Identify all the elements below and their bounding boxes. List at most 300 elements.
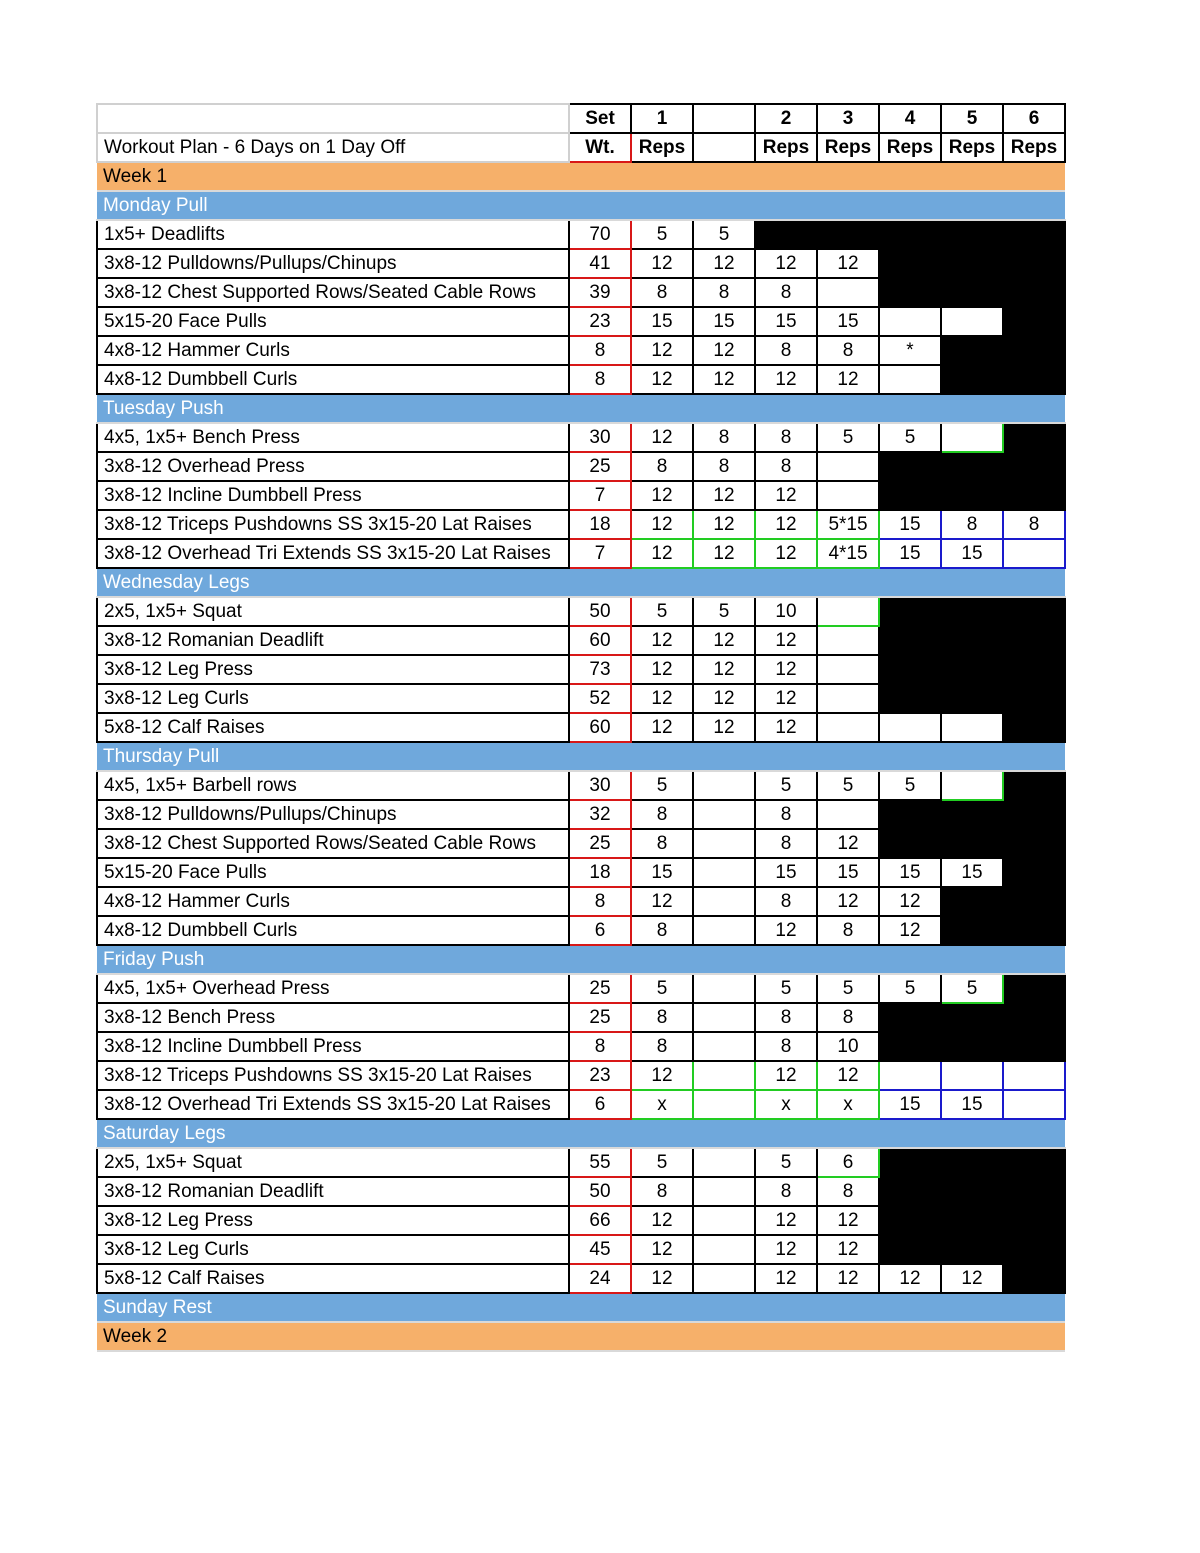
weight-cell[interactable]: 30 bbox=[569, 771, 631, 800]
weight-cell[interactable]: 18 bbox=[569, 510, 631, 539]
reps-cell[interactable]: 10 bbox=[817, 1032, 879, 1061]
reps-cell[interactable]: 15 bbox=[817, 307, 879, 336]
weight-cell[interactable]: 8 bbox=[569, 365, 631, 394]
reps-cell[interactable]: 12 bbox=[817, 829, 879, 858]
reps-cell[interactable]: 15 bbox=[631, 858, 693, 887]
reps-cell[interactable]: * bbox=[879, 336, 941, 365]
blocked-cell[interactable] bbox=[941, 365, 1003, 394]
reps-cell[interactable]: 15 bbox=[941, 539, 1003, 568]
reps-cell[interactable]: 12 bbox=[817, 249, 879, 278]
blocked-cell[interactable] bbox=[1003, 1003, 1065, 1032]
reps-column-header[interactable]: Reps bbox=[1003, 133, 1065, 162]
blocked-cell[interactable] bbox=[941, 655, 1003, 684]
reps-cell[interactable]: 12 bbox=[693, 249, 755, 278]
reps-cell[interactable] bbox=[693, 1061, 755, 1090]
reps-cell[interactable] bbox=[1003, 1061, 1065, 1090]
reps-cell[interactable]: 15 bbox=[879, 539, 941, 568]
reps-cell[interactable]: 8 bbox=[631, 278, 693, 307]
reps-cell[interactable]: 8 bbox=[631, 916, 693, 945]
reps-cell[interactable]: 12 bbox=[755, 249, 817, 278]
reps-cell[interactable]: 12 bbox=[631, 539, 693, 568]
reps-cell[interactable]: 12 bbox=[755, 626, 817, 655]
reps-cell[interactable]: 8 bbox=[631, 1177, 693, 1206]
blocked-cell[interactable] bbox=[879, 829, 941, 858]
reps-cell[interactable] bbox=[817, 713, 879, 742]
reps-cell[interactable]: 8 bbox=[755, 829, 817, 858]
weight-cell[interactable]: 50 bbox=[569, 597, 631, 626]
reps-cell[interactable]: 12 bbox=[693, 626, 755, 655]
weight-cell[interactable]: 7 bbox=[569, 539, 631, 568]
set-column-header[interactable]: 6 bbox=[1003, 104, 1065, 133]
blocked-cell[interactable] bbox=[1003, 597, 1065, 626]
reps-cell[interactable] bbox=[693, 1148, 755, 1177]
reps-cell[interactable] bbox=[879, 365, 941, 394]
blocked-cell[interactable] bbox=[879, 1032, 941, 1061]
exercise-name-cell[interactable]: 4x5, 1x5+ Barbell rows bbox=[97, 771, 569, 800]
reps-cell[interactable]: 12 bbox=[631, 336, 693, 365]
exercise-name-cell[interactable]: 3x8-12 Leg Press bbox=[97, 1206, 569, 1235]
reps-cell[interactable]: 12 bbox=[755, 684, 817, 713]
reps-cell[interactable] bbox=[941, 307, 1003, 336]
exercise-name-cell[interactable]: 3x8-12 Overhead Tri Extends SS 3x15-20 Lat Raises bbox=[97, 539, 569, 568]
reps-column-header[interactable]: Reps bbox=[817, 133, 879, 162]
reps-cell[interactable]: 8 bbox=[631, 1032, 693, 1061]
weight-cell[interactable]: 18 bbox=[569, 858, 631, 887]
weight-cell[interactable]: 30 bbox=[569, 423, 631, 452]
reps-cell[interactable] bbox=[693, 800, 755, 829]
reps-cell[interactable]: 5 bbox=[755, 1148, 817, 1177]
exercise-name-cell[interactable]: 3x8-12 Pulldowns/Pullups/Chinups bbox=[97, 249, 569, 278]
reps-cell[interactable]: 8 bbox=[755, 278, 817, 307]
weight-cell[interactable]: 23 bbox=[569, 1061, 631, 1090]
reps-cell[interactable] bbox=[693, 829, 755, 858]
blocked-cell[interactable] bbox=[1003, 423, 1065, 452]
reps-column-header[interactable]: Reps bbox=[631, 133, 693, 162]
weight-cell[interactable]: 25 bbox=[569, 974, 631, 1003]
set-column-header[interactable]: 2 bbox=[755, 104, 817, 133]
weight-cell[interactable]: 60 bbox=[569, 626, 631, 655]
blocked-cell[interactable] bbox=[817, 220, 879, 249]
set-column-header[interactable]: 3 bbox=[817, 104, 879, 133]
blocked-cell[interactable] bbox=[1003, 829, 1065, 858]
sheet-title[interactable]: Workout Plan - 6 Days on 1 Day Off bbox=[97, 133, 569, 162]
reps-cell[interactable]: 8 bbox=[755, 800, 817, 829]
reps-cell[interactable]: 5 bbox=[693, 220, 755, 249]
reps-cell[interactable]: 12 bbox=[631, 249, 693, 278]
weight-cell[interactable]: 6 bbox=[569, 916, 631, 945]
reps-cell[interactable]: 8 bbox=[755, 336, 817, 365]
reps-cell[interactable]: 5 bbox=[817, 423, 879, 452]
weight-cell[interactable]: 70 bbox=[569, 220, 631, 249]
exercise-name-cell[interactable]: 3x8-12 Overhead Press bbox=[97, 452, 569, 481]
reps-cell[interactable]: 8 bbox=[631, 800, 693, 829]
reps-cell[interactable]: 5 bbox=[631, 1148, 693, 1177]
week-label[interactable]: Week 2 bbox=[97, 1322, 1065, 1351]
weight-cell[interactable]: 8 bbox=[569, 336, 631, 365]
blocked-cell[interactable] bbox=[879, 278, 941, 307]
blocked-cell[interactable] bbox=[879, 800, 941, 829]
reps-cell[interactable]: 12 bbox=[693, 539, 755, 568]
blocked-cell[interactable] bbox=[1003, 684, 1065, 713]
blocked-cell[interactable] bbox=[941, 1235, 1003, 1264]
blocked-cell[interactable] bbox=[941, 1003, 1003, 1032]
reps-cell[interactable] bbox=[817, 452, 879, 481]
blocked-cell[interactable] bbox=[941, 800, 1003, 829]
blocked-cell[interactable] bbox=[879, 1177, 941, 1206]
exercise-name-cell[interactable]: 4x5, 1x5+ Bench Press bbox=[97, 423, 569, 452]
reps-cell[interactable] bbox=[1003, 1090, 1065, 1119]
reps-cell[interactable] bbox=[879, 1061, 941, 1090]
weight-cell[interactable]: 66 bbox=[569, 1206, 631, 1235]
reps-cell[interactable]: 12 bbox=[631, 713, 693, 742]
exercise-name-cell[interactable]: 3x8-12 Leg Press bbox=[97, 655, 569, 684]
exercise-name-cell[interactable]: 4x8-12 Hammer Curls bbox=[97, 336, 569, 365]
reps-cell[interactable]: 5 bbox=[693, 597, 755, 626]
reps-cell[interactable] bbox=[693, 858, 755, 887]
exercise-name-cell[interactable]: 3x8-12 Triceps Pushdowns SS 3x15-20 Lat Raises bbox=[97, 1061, 569, 1090]
reps-cell[interactable]: 12 bbox=[755, 539, 817, 568]
blocked-cell[interactable] bbox=[941, 481, 1003, 510]
reps-cell[interactable]: 12 bbox=[879, 887, 941, 916]
exercise-name-cell[interactable]: 1x5+ Deadlifts bbox=[97, 220, 569, 249]
reps-cell[interactable]: x bbox=[631, 1090, 693, 1119]
blocked-cell[interactable] bbox=[1003, 365, 1065, 394]
weight-cell[interactable]: 32 bbox=[569, 800, 631, 829]
reps-cell[interactable]: 8 bbox=[693, 278, 755, 307]
reps-cell[interactable]: 12 bbox=[755, 713, 817, 742]
exercise-name-cell[interactable]: 5x15-20 Face Pulls bbox=[97, 858, 569, 887]
reps-cell[interactable]: 5 bbox=[631, 974, 693, 1003]
blocked-cell[interactable] bbox=[1003, 1264, 1065, 1293]
blocked-cell[interactable] bbox=[879, 1003, 941, 1032]
reps-cell[interactable]: 5 bbox=[755, 771, 817, 800]
blocked-cell[interactable] bbox=[941, 829, 1003, 858]
reps-column-header[interactable]: Reps bbox=[879, 133, 941, 162]
reps-cell[interactable]: 15 bbox=[941, 1090, 1003, 1119]
reps-cell[interactable] bbox=[693, 1032, 755, 1061]
exercise-name-cell[interactable]: 5x8-12 Calf Raises bbox=[97, 713, 569, 742]
blocked-cell[interactable] bbox=[1003, 481, 1065, 510]
exercise-name-cell[interactable]: 5x8-12 Calf Raises bbox=[97, 1264, 569, 1293]
reps-cell[interactable]: 12 bbox=[631, 423, 693, 452]
reps-cell[interactable]: 5 bbox=[941, 974, 1003, 1003]
blocked-cell[interactable] bbox=[1003, 1032, 1065, 1061]
reps-cell[interactable]: 15 bbox=[879, 858, 941, 887]
reps-cell[interactable]: 10 bbox=[755, 597, 817, 626]
reps-column-header[interactable]: Reps bbox=[755, 133, 817, 162]
reps-cell[interactable]: 8 bbox=[755, 1003, 817, 1032]
weight-cell[interactable]: 24 bbox=[569, 1264, 631, 1293]
blocked-cell[interactable] bbox=[1003, 800, 1065, 829]
reps-cell[interactable]: 12 bbox=[693, 655, 755, 684]
reps-cell[interactable]: 8 bbox=[631, 1003, 693, 1032]
blocked-cell[interactable] bbox=[879, 249, 941, 278]
reps-cell[interactable]: 12 bbox=[879, 916, 941, 945]
reps-cell[interactable]: 8 bbox=[755, 452, 817, 481]
blocked-cell[interactable] bbox=[1003, 887, 1065, 916]
exercise-name-cell[interactable]: 3x8-12 Leg Curls bbox=[97, 684, 569, 713]
reps-cell[interactable]: 12 bbox=[631, 481, 693, 510]
blocked-cell[interactable] bbox=[1003, 307, 1065, 336]
reps-cell[interactable] bbox=[693, 1090, 755, 1119]
set-column-header[interactable]: 4 bbox=[879, 104, 941, 133]
reps-cell[interactable] bbox=[817, 800, 879, 829]
blocked-cell[interactable] bbox=[941, 452, 1003, 481]
reps-cell[interactable] bbox=[941, 423, 1003, 452]
reps-cell[interactable]: x bbox=[817, 1090, 879, 1119]
set-column-header[interactable] bbox=[693, 104, 755, 133]
reps-cell[interactable]: 12 bbox=[817, 1206, 879, 1235]
reps-cell[interactable]: 12 bbox=[631, 1264, 693, 1293]
exercise-name-cell[interactable]: 5x15-20 Face Pulls bbox=[97, 307, 569, 336]
blocked-cell[interactable] bbox=[879, 684, 941, 713]
reps-cell[interactable]: 12 bbox=[693, 481, 755, 510]
reps-cell[interactable]: 8 bbox=[693, 423, 755, 452]
reps-cell[interactable] bbox=[693, 887, 755, 916]
blocked-cell[interactable] bbox=[879, 655, 941, 684]
day-label[interactable]: Tuesday Push bbox=[97, 394, 1065, 423]
reps-cell[interactable] bbox=[693, 771, 755, 800]
reps-cell[interactable]: 5 bbox=[631, 771, 693, 800]
reps-cell[interactable]: 15 bbox=[879, 510, 941, 539]
exercise-name-cell[interactable]: 3x8-12 Chest Supported Rows/Seated Cable Rows bbox=[97, 278, 569, 307]
blocked-cell[interactable] bbox=[879, 626, 941, 655]
reps-cell[interactable]: 15 bbox=[879, 1090, 941, 1119]
exercise-name-cell[interactable]: 3x8-12 Leg Curls bbox=[97, 1235, 569, 1264]
corner-cell[interactable] bbox=[97, 104, 569, 133]
reps-cell[interactable]: 12 bbox=[755, 510, 817, 539]
reps-column-header[interactable]: Reps bbox=[941, 133, 1003, 162]
reps-cell[interactable] bbox=[693, 916, 755, 945]
set-column-header[interactable]: 5 bbox=[941, 104, 1003, 133]
blocked-cell[interactable] bbox=[941, 220, 1003, 249]
reps-cell[interactable] bbox=[879, 713, 941, 742]
blocked-cell[interactable] bbox=[941, 1032, 1003, 1061]
reps-cell[interactable]: 8 bbox=[941, 510, 1003, 539]
exercise-name-cell[interactable]: 3x8-12 Romanian Deadlift bbox=[97, 1177, 569, 1206]
blocked-cell[interactable] bbox=[941, 1148, 1003, 1177]
reps-cell[interactable]: 12 bbox=[755, 1206, 817, 1235]
reps-cell[interactable]: 8 bbox=[755, 887, 817, 916]
reps-cell[interactable]: 12 bbox=[755, 655, 817, 684]
reps-cell[interactable] bbox=[817, 481, 879, 510]
blocked-cell[interactable] bbox=[755, 220, 817, 249]
exercise-name-cell[interactable]: 3x8-12 Incline Dumbbell Press bbox=[97, 1032, 569, 1061]
exercise-name-cell[interactable]: 2x5, 1x5+ Squat bbox=[97, 597, 569, 626]
blocked-cell[interactable] bbox=[941, 278, 1003, 307]
reps-cell[interactable]: 8 bbox=[693, 452, 755, 481]
day-label[interactable]: Monday Pull bbox=[97, 191, 1065, 220]
reps-cell[interactable]: 4*15 bbox=[817, 539, 879, 568]
reps-cell[interactable] bbox=[693, 1206, 755, 1235]
reps-cell[interactable]: 12 bbox=[817, 365, 879, 394]
reps-cell[interactable] bbox=[693, 1235, 755, 1264]
blocked-cell[interactable] bbox=[1003, 1206, 1065, 1235]
blocked-cell[interactable] bbox=[941, 626, 1003, 655]
reps-cell[interactable]: 8 bbox=[817, 916, 879, 945]
reps-cell[interactable]: 12 bbox=[879, 1264, 941, 1293]
weight-cell[interactable]: 60 bbox=[569, 713, 631, 742]
reps-column-header[interactable] bbox=[693, 133, 755, 162]
blocked-cell[interactable] bbox=[941, 684, 1003, 713]
reps-cell[interactable]: 12 bbox=[693, 684, 755, 713]
reps-cell[interactable] bbox=[879, 307, 941, 336]
reps-cell[interactable]: 5*15 bbox=[817, 510, 879, 539]
weight-cell[interactable]: 8 bbox=[569, 1032, 631, 1061]
reps-cell[interactable] bbox=[693, 974, 755, 1003]
blocked-cell[interactable] bbox=[941, 916, 1003, 945]
blocked-cell[interactable] bbox=[1003, 626, 1065, 655]
reps-cell[interactable]: 15 bbox=[755, 307, 817, 336]
exercise-name-cell[interactable]: 4x8-12 Hammer Curls bbox=[97, 887, 569, 916]
reps-cell[interactable]: 8 bbox=[817, 1177, 879, 1206]
reps-cell[interactable]: 12 bbox=[631, 684, 693, 713]
reps-cell[interactable] bbox=[817, 278, 879, 307]
reps-cell[interactable] bbox=[693, 1177, 755, 1206]
reps-cell[interactable]: 12 bbox=[755, 365, 817, 394]
weight-cell[interactable]: 6 bbox=[569, 1090, 631, 1119]
weight-cell[interactable]: 7 bbox=[569, 481, 631, 510]
blocked-cell[interactable] bbox=[1003, 771, 1065, 800]
reps-cell[interactable] bbox=[941, 771, 1003, 800]
weight-cell[interactable]: 41 bbox=[569, 249, 631, 278]
weight-cell[interactable]: 50 bbox=[569, 1177, 631, 1206]
weight-cell[interactable]: 55 bbox=[569, 1148, 631, 1177]
reps-cell[interactable]: 5 bbox=[631, 597, 693, 626]
exercise-name-cell[interactable]: 3x8-12 Pulldowns/Pullups/Chinups bbox=[97, 800, 569, 829]
blocked-cell[interactable] bbox=[1003, 1148, 1065, 1177]
weight-cell[interactable]: 45 bbox=[569, 1235, 631, 1264]
reps-cell[interactable]: 12 bbox=[817, 1061, 879, 1090]
reps-cell[interactable] bbox=[941, 1061, 1003, 1090]
reps-cell[interactable]: 15 bbox=[631, 307, 693, 336]
blocked-cell[interactable] bbox=[1003, 336, 1065, 365]
reps-cell[interactable] bbox=[817, 626, 879, 655]
weight-cell[interactable]: 23 bbox=[569, 307, 631, 336]
day-label[interactable]: Thursday Pull bbox=[97, 742, 1065, 771]
blocked-cell[interactable] bbox=[879, 1206, 941, 1235]
blocked-cell[interactable] bbox=[941, 1206, 1003, 1235]
reps-cell[interactable]: 12 bbox=[817, 887, 879, 916]
reps-cell[interactable]: 12 bbox=[693, 336, 755, 365]
reps-cell[interactable] bbox=[817, 684, 879, 713]
reps-cell[interactable]: 8 bbox=[755, 1032, 817, 1061]
reps-cell[interactable]: 12 bbox=[693, 510, 755, 539]
reps-cell[interactable]: x bbox=[755, 1090, 817, 1119]
blocked-cell[interactable] bbox=[1003, 1177, 1065, 1206]
reps-cell[interactable]: 5 bbox=[817, 974, 879, 1003]
reps-cell[interactable] bbox=[817, 597, 879, 626]
blocked-cell[interactable] bbox=[879, 220, 941, 249]
blocked-cell[interactable] bbox=[879, 597, 941, 626]
blocked-cell[interactable] bbox=[1003, 1235, 1065, 1264]
reps-cell[interactable]: 12 bbox=[631, 510, 693, 539]
exercise-name-cell[interactable]: 3x8-12 Incline Dumbbell Press bbox=[97, 481, 569, 510]
reps-cell[interactable]: 12 bbox=[755, 1235, 817, 1264]
blocked-cell[interactable] bbox=[1003, 278, 1065, 307]
reps-cell[interactable]: 5 bbox=[817, 771, 879, 800]
reps-cell[interactable] bbox=[693, 1003, 755, 1032]
day-label[interactable]: Friday Push bbox=[97, 945, 1065, 974]
reps-cell[interactable]: 12 bbox=[631, 1235, 693, 1264]
reps-cell[interactable]: 12 bbox=[755, 1264, 817, 1293]
weight-cell[interactable]: 52 bbox=[569, 684, 631, 713]
reps-cell[interactable] bbox=[817, 655, 879, 684]
reps-cell[interactable]: 12 bbox=[755, 481, 817, 510]
exercise-name-cell[interactable]: 3x8-12 Romanian Deadlift bbox=[97, 626, 569, 655]
blocked-cell[interactable] bbox=[1003, 220, 1065, 249]
reps-cell[interactable]: 12 bbox=[631, 365, 693, 394]
reps-cell[interactable]: 8 bbox=[631, 829, 693, 858]
week-label[interactable]: Week 1 bbox=[97, 162, 1065, 191]
reps-cell[interactable] bbox=[941, 713, 1003, 742]
reps-cell[interactable]: 5 bbox=[879, 423, 941, 452]
blocked-cell[interactable] bbox=[1003, 858, 1065, 887]
weight-cell[interactable]: 25 bbox=[569, 829, 631, 858]
blocked-cell[interactable] bbox=[1003, 713, 1065, 742]
exercise-name-cell[interactable]: 3x8-12 Chest Supported Rows/Seated Cable Rows bbox=[97, 829, 569, 858]
reps-cell[interactable]: 5 bbox=[631, 220, 693, 249]
blocked-cell[interactable] bbox=[941, 249, 1003, 278]
exercise-name-cell[interactable]: 3x8-12 Bench Press bbox=[97, 1003, 569, 1032]
reps-cell[interactable]: 15 bbox=[941, 858, 1003, 887]
reps-cell[interactable]: 8 bbox=[817, 1003, 879, 1032]
reps-cell[interactable]: 8 bbox=[1003, 510, 1065, 539]
reps-cell[interactable]: 15 bbox=[693, 307, 755, 336]
reps-cell[interactable]: 8 bbox=[631, 452, 693, 481]
blocked-cell[interactable] bbox=[1003, 974, 1065, 1003]
reps-cell[interactable]: 15 bbox=[817, 858, 879, 887]
blocked-cell[interactable] bbox=[1003, 655, 1065, 684]
blocked-cell[interactable] bbox=[879, 1148, 941, 1177]
weight-cell[interactable]: 73 bbox=[569, 655, 631, 684]
blocked-cell[interactable] bbox=[1003, 452, 1065, 481]
reps-cell[interactable]: 8 bbox=[755, 423, 817, 452]
set-label[interactable]: Set bbox=[569, 104, 631, 133]
set-column-header[interactable]: 1 bbox=[631, 104, 693, 133]
reps-cell[interactable]: 6 bbox=[817, 1148, 879, 1177]
reps-cell[interactable] bbox=[1003, 539, 1065, 568]
reps-cell[interactable] bbox=[693, 1264, 755, 1293]
exercise-name-cell[interactable]: 3x8-12 Triceps Pushdowns SS 3x15-20 Lat Raises bbox=[97, 510, 569, 539]
reps-cell[interactable]: 12 bbox=[817, 1264, 879, 1293]
exercise-name-cell[interactable]: 4x8-12 Dumbbell Curls bbox=[97, 916, 569, 945]
reps-cell[interactable]: 8 bbox=[817, 336, 879, 365]
reps-cell[interactable]: 5 bbox=[755, 974, 817, 1003]
exercise-name-cell[interactable]: 3x8-12 Overhead Tri Extends SS 3x15-20 Lat Raises bbox=[97, 1090, 569, 1119]
reps-cell[interactable]: 5 bbox=[879, 771, 941, 800]
reps-cell[interactable]: 12 bbox=[631, 626, 693, 655]
reps-cell[interactable]: 12 bbox=[631, 655, 693, 684]
weight-cell[interactable]: 39 bbox=[569, 278, 631, 307]
weight-cell[interactable]: 8 bbox=[569, 887, 631, 916]
day-label[interactable]: Sunday Rest bbox=[97, 1293, 1065, 1322]
reps-cell[interactable]: 8 bbox=[755, 1177, 817, 1206]
reps-cell[interactable]: 12 bbox=[755, 1061, 817, 1090]
weight-column-header[interactable]: Wt. bbox=[569, 133, 631, 162]
day-label[interactable]: Wednesday Legs bbox=[97, 568, 1065, 597]
blocked-cell[interactable] bbox=[879, 481, 941, 510]
weight-cell[interactable]: 25 bbox=[569, 452, 631, 481]
weight-cell[interactable]: 25 bbox=[569, 1003, 631, 1032]
blocked-cell[interactable] bbox=[941, 597, 1003, 626]
reps-cell[interactable]: 12 bbox=[631, 1061, 693, 1090]
reps-cell[interactable]: 15 bbox=[755, 858, 817, 887]
reps-cell[interactable]: 12 bbox=[755, 916, 817, 945]
reps-cell[interactable]: 12 bbox=[631, 1206, 693, 1235]
reps-cell[interactable]: 12 bbox=[817, 1235, 879, 1264]
blocked-cell[interactable] bbox=[941, 336, 1003, 365]
